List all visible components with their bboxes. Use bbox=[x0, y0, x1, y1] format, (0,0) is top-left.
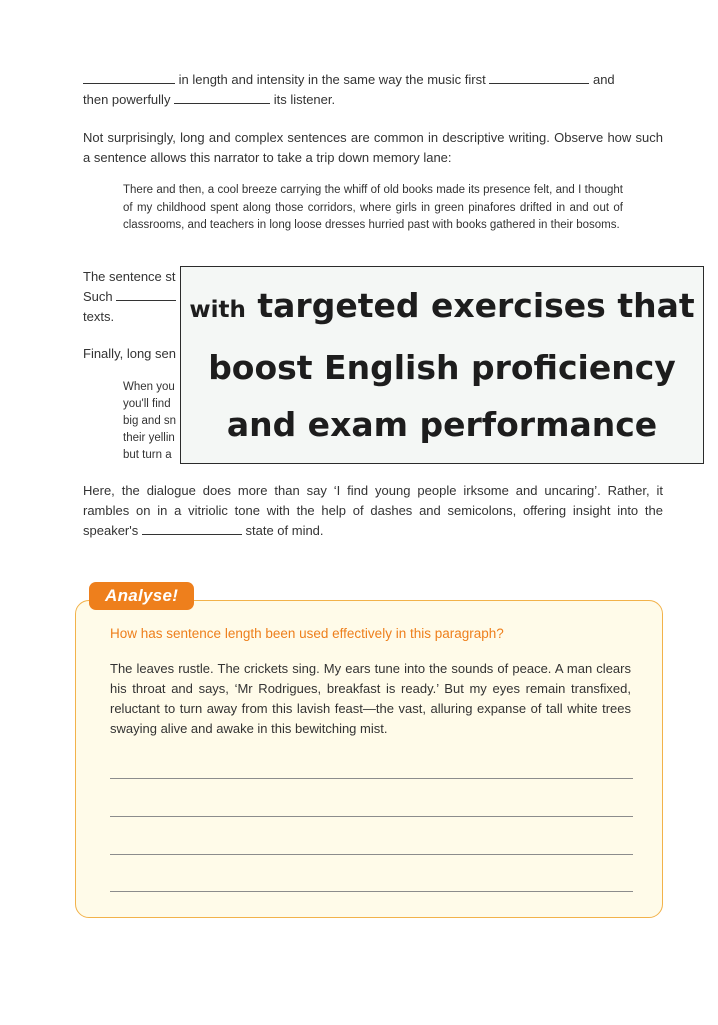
paragraph-long-sentences: Not surprisingly, long and complex sentences are common in descriptive writing. Observe how such a sentence allows this narrator to take a trip down memory lane: bbox=[83, 130, 663, 165]
analyse-tag: Analyse! bbox=[89, 582, 194, 610]
paragraph-text: then powerfully bbox=[83, 92, 171, 107]
quote-line: big and sn bbox=[123, 415, 177, 427]
banner-line-3: and exam performance bbox=[226, 405, 658, 444]
paragraph-text: Such bbox=[83, 289, 113, 304]
quote-memory-lane: There and then, a cool breeze carrying the whiff of old books made its presence felt, and I thought of my childhood spent along those corridors, where girls in green pinafores drifted in and out of classrooms, and teachers in long loose dresses hurried past with books gathered in their bosoms. bbox=[123, 184, 623, 231]
paragraph-text: texts. bbox=[83, 309, 115, 324]
analyse-question: How has sentence length been used effectively in this paragraph? bbox=[110, 626, 504, 641]
paragraph-text: its listener. bbox=[273, 92, 336, 107]
answer-line-1[interactable] bbox=[110, 778, 633, 779]
paragraph-text: and bbox=[592, 72, 615, 87]
quote-line: their yellin bbox=[123, 432, 175, 444]
fill-blank[interactable] bbox=[83, 73, 175, 84]
paragraph-dialogue-analysis bbox=[83, 481, 663, 541]
banner-line-1 bbox=[189, 277, 694, 339]
analyse-passage: The leaves rustle. The crickets sing. My ears tune into the sounds of peace. A man clears his throat and says, ‘Mr Rodrigues, breakfast is ready.’ But my eyes remain transfixed, reluctant to turn away from this lavish feast—the vast, alluring expanse of tall white trees swaying alive and awake in this bewitching mist. bbox=[110, 661, 631, 736]
quote-line: but turn a bbox=[123, 449, 172, 461]
fill-blank[interactable] bbox=[142, 524, 242, 535]
fill-blank[interactable] bbox=[489, 73, 589, 84]
paragraph-text: in length and intensity in the same way the music first bbox=[178, 72, 486, 87]
banner-text: targeted exercises that bbox=[257, 286, 695, 325]
banner-line-2: boost English proficiency bbox=[208, 348, 676, 387]
promo-banner bbox=[180, 266, 704, 464]
answer-line-3[interactable] bbox=[110, 854, 633, 855]
analyse-box bbox=[75, 600, 663, 918]
quote-line: When you bbox=[123, 381, 175, 393]
fill-blank[interactable] bbox=[116, 290, 176, 301]
answer-line-2[interactable] bbox=[110, 816, 633, 817]
paragraph-finally: Finally, long sen bbox=[83, 346, 176, 361]
paragraph-text: Here, the dialogue does more than say ‘I find young people irksome and uncaring’. Rather, it rambles on in a vitriolic tone with the help of dashes and semicolons, offering insight into the speaker's bbox=[83, 483, 663, 538]
quote-line: you'll find bbox=[123, 398, 171, 410]
paragraph-fill-in-1 bbox=[83, 70, 663, 110]
banner-text: with bbox=[189, 297, 246, 323]
answer-line-4[interactable] bbox=[110, 891, 633, 892]
paragraph-text: state of mind. bbox=[245, 523, 324, 538]
paragraph-text: The sentence st bbox=[83, 269, 176, 284]
fill-blank[interactable] bbox=[174, 93, 270, 104]
